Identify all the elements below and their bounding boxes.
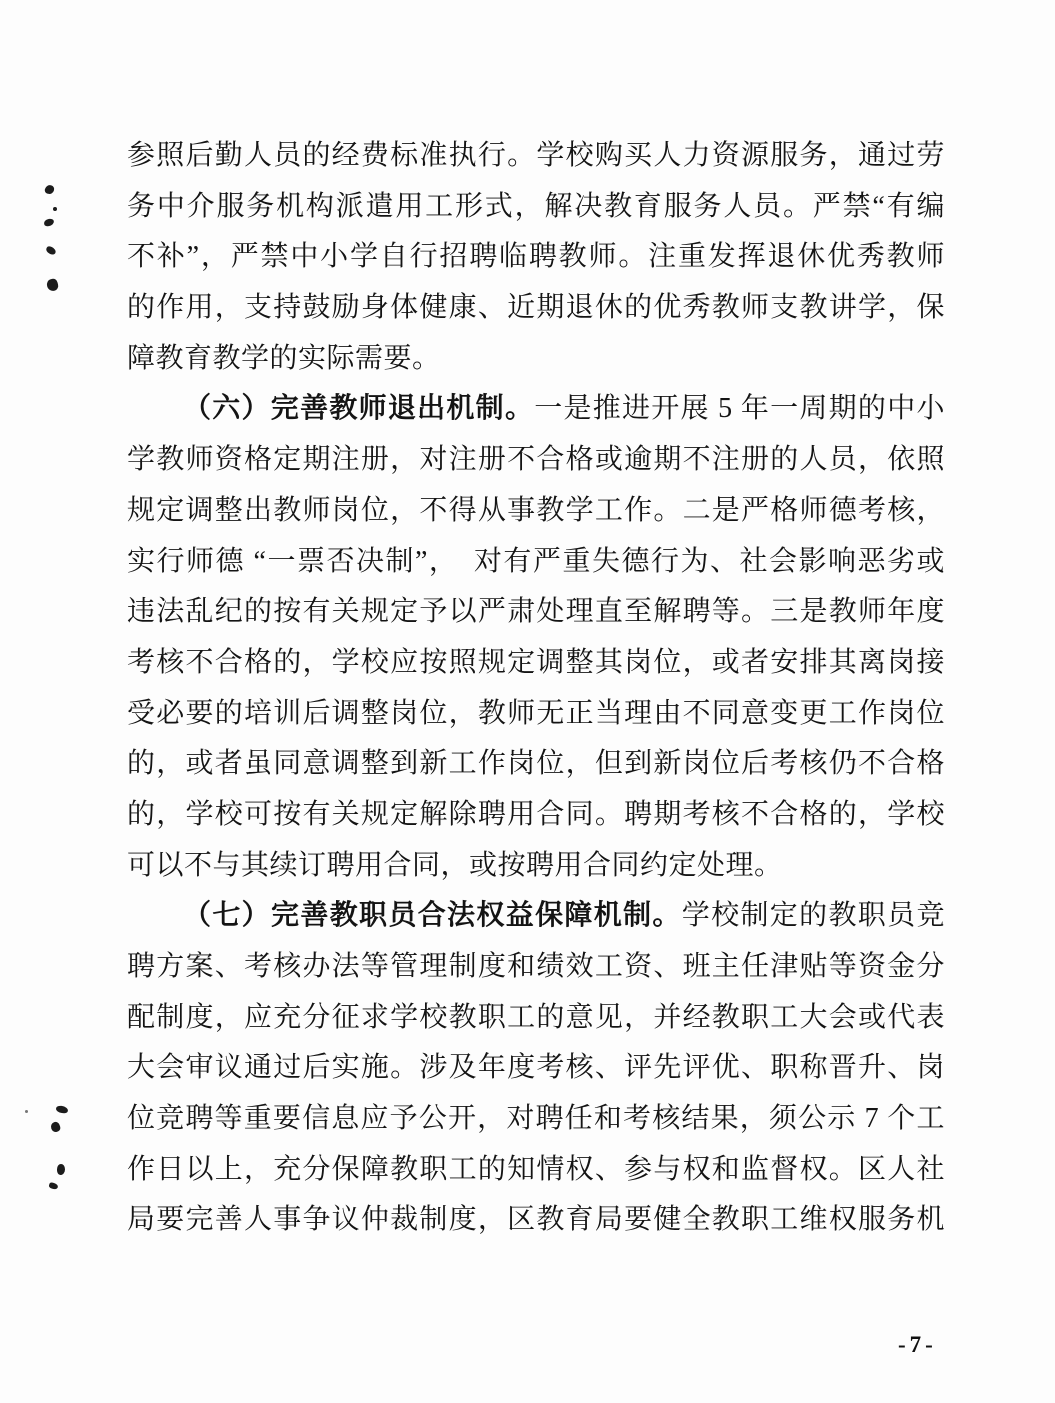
body-text: 大会审议通过后实施。涉及年度考核、评先评优、职称晋升、岗 — [127, 1052, 945, 1084]
body-text: 聘方案、考核办法等管理制度和绩效工资、班主任津贴等资金分 — [127, 951, 945, 982]
text-line — [127, 942, 945, 993]
text-line — [127, 587, 945, 638]
section-heading-text: （六）完善教师退出机制。 — [183, 393, 535, 425]
body-text: 违法乱纪的按有关规定予以严肃处理直至解聘等。三是教师年度 — [127, 596, 945, 628]
body-text: 学校制定的教职员竞 — [681, 900, 945, 932]
page-number: -7- — [898, 1332, 937, 1357]
ink-mark — [44, 184, 55, 195]
body-text: 实行师德 “一票否决制”， 对有严重失德行为、社会影响恶劣或 — [127, 545, 945, 577]
ink-mark — [53, 207, 57, 211]
text-line — [127, 891, 945, 942]
text-line — [127, 1094, 945, 1145]
text-line — [127, 689, 945, 740]
ink-mark — [43, 218, 54, 227]
text-line — [127, 638, 945, 689]
text-line — [127, 435, 945, 486]
document-body — [127, 131, 945, 1246]
text-line — [127, 1195, 945, 1246]
ink-mark — [46, 278, 60, 292]
body-text: 不补”，严禁中小学自行招聘临聘教师。注重发挥退休优秀教师 — [127, 241, 945, 273]
body-text: 的，或者虽同意调整到新工作岗位，但到新岗位后考核仍不合格 — [127, 748, 945, 780]
body-text: 规定调整出教师岗位，不得从事教学工作。二是严格师德考核， — [127, 494, 945, 526]
text-line — [127, 182, 945, 233]
body-text: 作日以上，充分保障教职工的知情权、参与权和监督权。区人社 — [127, 1153, 945, 1185]
text-line — [127, 486, 945, 537]
text-line — [127, 841, 945, 892]
body-text: 可以不与其续订聘用合同，或按聘用合同约定处理。 — [127, 849, 783, 881]
text-line — [127, 283, 945, 334]
text-line — [127, 131, 945, 182]
body-text: 位竞聘等重要信息应予公开，对聘任和考核结果，须公示 7 个工 — [127, 1103, 945, 1135]
ink-mark — [56, 1105, 69, 1114]
text-line — [127, 232, 945, 283]
body-text: 考核不合格的，学校应按照规定调整其岗位，或者安排其离岗接 — [127, 646, 945, 678]
text-line — [127, 790, 945, 841]
body-text: 务中介服务机构派遣用工形式，解决教育服务人员。严禁“有编 — [127, 190, 945, 222]
text-line — [127, 1043, 945, 1094]
text-line — [127, 993, 945, 1044]
text-line — [127, 739, 945, 790]
body-text: 的作用，支持鼓励身体健康、近期退休的优秀教师支教讲学，保 — [127, 292, 945, 324]
ink-mark — [48, 1182, 58, 1190]
body-text: 局要完善人事争议仲裁制度，区教育局要健全教职工维权服务机 — [127, 1204, 945, 1236]
ink-mark — [57, 1164, 65, 1175]
ink-mark — [25, 1110, 28, 1113]
body-text: 一是推进开展 5 年一周期的中小 — [534, 393, 945, 425]
body-text: 的，学校可按有关规定解除聘用合同。聘期考核不合格的，学校 — [127, 798, 945, 830]
text-line — [127, 1145, 945, 1196]
body-text: 参照后勤人员的经费标准执行。学校购买人力资源服务，通过劳 — [127, 140, 945, 171]
text-line — [127, 384, 945, 435]
text-line — [127, 537, 945, 588]
ink-mark — [50, 1121, 62, 1133]
section-heading-text: （七）完善教职员合法权益保障机制。 — [183, 900, 682, 932]
body-text: 障教育教学的实际需要。 — [127, 342, 441, 374]
text-line — [127, 334, 945, 385]
body-text: 配制度，应充分征求学校教职工的意见，并经教职工大会或代表 — [127, 1001, 945, 1033]
body-text: 受必要的培训后调整岗位，教师无正当理由不同意变更工作岗位 — [127, 697, 945, 729]
body-text: 学教师资格定期注册，对注册不合格或逾期不注册的人员，依照 — [127, 444, 945, 476]
ink-mark — [45, 245, 57, 256]
